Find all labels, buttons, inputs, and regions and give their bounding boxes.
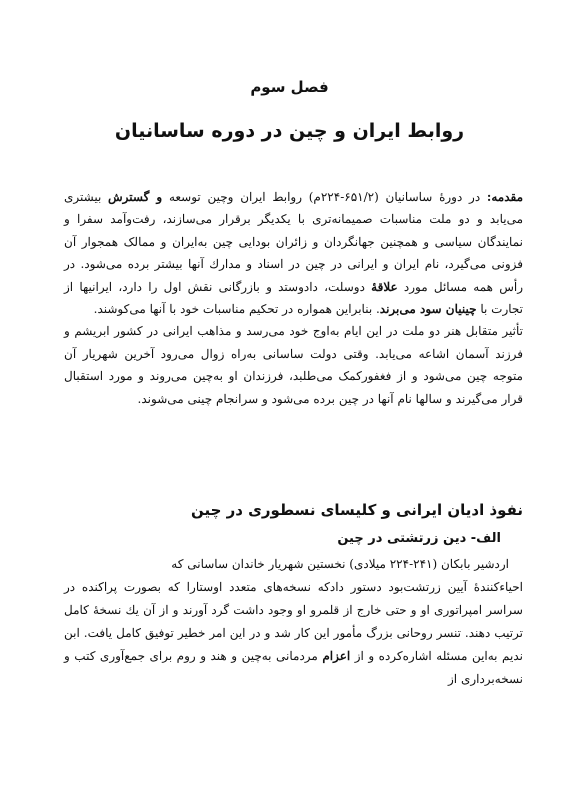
intro-bold-2: علاقهٔ xyxy=(371,279,398,294)
chapter-label: فصل سوم xyxy=(250,78,329,96)
intro-bold-3: چینیان سود می‌برند xyxy=(379,302,477,317)
ardashir-bold-1: اعزام xyxy=(322,649,351,663)
intro-text-1: در دورهٔ ساسانیان (۶۵۱/۲-۲۲۴م) روابط ایران وچین توسعه xyxy=(162,190,481,204)
intro-text-3: دوسلت، دادوستد و بازرگانی نقش اول را دارد، ایرانیها از تجارت با xyxy=(64,279,523,317)
paragraph-ardashir xyxy=(64,576,523,691)
subsection-heading: الف- دین زرتشتی در چین xyxy=(337,531,501,546)
intro-paragraph xyxy=(64,186,523,320)
ardashir-text-2: مردمانی به‌چین و هند و روم برای جمع‌آوری کتب و نسخه‌برداری از xyxy=(64,649,523,686)
paragraph-influence: تأثیر متقابل هنر دو ملت در این ایام به‌اوج خود می‌رسد و مذاهب ایرانی در کشور ابریشم و فرزند آسمان اشاعه می‌یابد. وقتی دولت ساسانی به‌راه زوال می‌رود آخرین شهریار آن متوجه چین می‌شود و از فغفورکمک می‌طلبد، فرزندان او به‌چین می‌روند و مورد استقبال قرار می‌گیرند و سالها نام آنها در چین برده می‌شود و سرانجام چینی می‌شوند. xyxy=(64,324,523,406)
paragraph-first-line: اردشیر بابکان (۲۴۱-۲۲۴ میلادی) نخستین شهریار خاندان ساسانی که xyxy=(171,557,509,571)
intro-text-2: بیشتری می‌یابد و دو ملت مناسبات صمیمانه‌تری با یکدیگر برقرار می‌سازند، رفت‌وآمد سفرا و نمایندگان سیاسی و همچنین جهانگردان و زائران بودایی چین به‌ایران و ممالک همجوار آن فزونی می‌گیرد، نام ایران و ایرانی در چین در اسناد و مدارك آنها بیشتر برده می‌شود. در رأس همه مسائل مورد xyxy=(64,190,524,294)
section-heading: نفوذ ادیان ایرانی و کلیسای نسطوری در چین xyxy=(190,501,523,519)
intro-text-4: . بنابراین همواره در تحکیم مناسبات خود با آنها می‌کوشند. xyxy=(93,302,380,317)
intro-bold-1: و گسترش xyxy=(108,190,163,204)
zoroastrian-text xyxy=(64,553,523,691)
intro-text xyxy=(64,186,523,410)
intro-lead: مقدمه: xyxy=(486,190,523,204)
chapter-title: روابط ایران و چین در دوره ساسانیان xyxy=(114,120,465,142)
ardashir-text-1: احیاءکنندهٔ آیین زرتشت‌بود دستور دادکه نسخه‌های متعدد اوستارا که بصورت پراکنده در سراسر امپراتوری او و حتی خارج از قلمرو او وجود داشت گرد آورند و از آن یك نسخهٔ کامل ترتیب دهند. تنسر روحانی بزرگ مأمور این کار شد و در این امر خطیر توفیق کامل یافت. ابن ندیم به‌این مسئله اشاره‌کرده و از xyxy=(64,580,523,663)
